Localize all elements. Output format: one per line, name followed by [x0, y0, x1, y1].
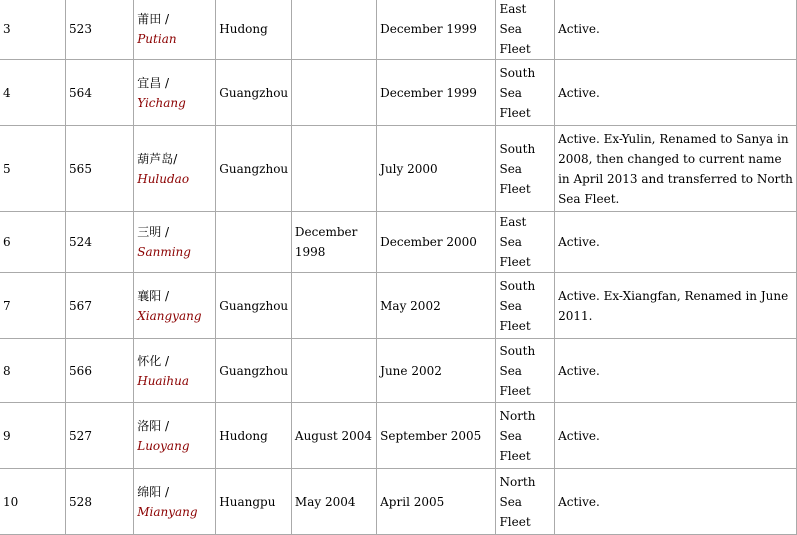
table-row: [0, 339, 797, 403]
number-cell: 8: [0, 339, 66, 403]
status-cell: Active. Ex-Yulin, Renamed to Sanya in 2008, then changed to current name in April 2013 and transferred to North Sea Fleet.: [555, 126, 797, 212]
laid-down-cell: [291, 273, 376, 339]
pennant-cell: 564: [66, 60, 134, 126]
builder-cell: Guangzhou: [216, 126, 292, 212]
laid-down-cell: [291, 60, 376, 126]
number-cell: 3: [0, 0, 66, 60]
pennant-cell: 523: [66, 0, 134, 60]
fleet-cell: South Sea Fleet: [496, 273, 555, 339]
number-cell: 6: [0, 212, 66, 273]
status-cell: Active.: [555, 212, 797, 273]
name-link[interactable]: Huludao: [137, 171, 190, 186]
name-cell: [134, 60, 216, 126]
table-row: [0, 403, 797, 469]
builder-cell: Guangzhou: [216, 273, 292, 339]
laid-down-cell: August 2004: [291, 403, 376, 469]
builder-cell: Hudong: [216, 0, 292, 60]
builder-cell: Huangpu: [216, 469, 292, 535]
table-row: [0, 273, 797, 339]
commissioned-cell: June 2002: [377, 339, 496, 403]
name-chinese: 三明 /: [137, 225, 170, 239]
name-chinese: 怀化 /: [137, 353, 170, 368]
commissioned-cell: April 2005: [377, 469, 496, 535]
number-cell: 10: [0, 469, 66, 535]
fleet-cell: South Sea Fleet: [496, 126, 555, 212]
status-cell: Active. Ex-Xiangfan, Renamed in June 2011.: [555, 273, 797, 339]
name-link[interactable]: Putian: [137, 32, 177, 46]
name-link[interactable]: Xiangyang: [137, 308, 202, 323]
laid-down-cell: May 2004: [291, 469, 376, 535]
number-cell: 5: [0, 126, 66, 212]
name-cell: [134, 469, 216, 535]
commissioned-cell: May 2002: [377, 273, 496, 339]
pennant-cell: 567: [66, 273, 134, 339]
name-link[interactable]: Yichang: [137, 95, 186, 110]
name-chinese: 葫芦岛/: [137, 151, 178, 166]
fleet-cell: South Sea Fleet: [496, 339, 555, 403]
name-link[interactable]: Sanming: [137, 245, 191, 259]
number-cell: 4: [0, 60, 66, 126]
status-cell: Active.: [555, 469, 797, 535]
commissioned-cell: December 1999: [377, 0, 496, 60]
name-link[interactable]: Huaihua: [137, 373, 190, 388]
status-cell: Active.: [555, 60, 797, 126]
name-cell: [134, 403, 216, 469]
fleet-cell: North Sea Fleet: [496, 469, 555, 535]
name-link[interactable]: Luoyang: [137, 438, 190, 453]
name-cell: [134, 126, 216, 212]
commissioned-cell: December 2000: [377, 212, 496, 273]
table-row: [0, 212, 797, 273]
laid-down-cell: December 1998: [291, 212, 376, 273]
commissioned-cell: July 2000: [377, 126, 496, 212]
table-row: [0, 469, 797, 535]
laid-down-cell: [291, 339, 376, 403]
status-cell: Active.: [555, 339, 797, 403]
name-chinese: 宜昌 /: [137, 75, 170, 90]
name-chinese: 襄阳 /: [137, 288, 170, 303]
pennant-cell: 527: [66, 403, 134, 469]
name-cell: [134, 273, 216, 339]
builder-cell: Guangzhou: [216, 339, 292, 403]
name-cell: [134, 212, 216, 273]
name-cell: [134, 0, 216, 60]
name-chinese: 绵阳 /: [137, 484, 170, 499]
pennant-cell: 565: [66, 126, 134, 212]
number-cell: 7: [0, 273, 66, 339]
name-chinese: 洛阳 /: [137, 418, 170, 433]
commissioned-cell: December 1999: [377, 60, 496, 126]
builder-cell: Hudong: [216, 403, 292, 469]
name-link[interactable]: Mianyang: [137, 504, 198, 519]
name-chinese: 莆田 /: [137, 12, 170, 26]
laid-down-cell: [291, 0, 376, 60]
name-cell: [134, 339, 216, 403]
laid-down-cell: [291, 126, 376, 212]
pennant-cell: 528: [66, 469, 134, 535]
table-row: [0, 0, 797, 60]
builder-cell: [216, 212, 292, 273]
pennant-cell: 524: [66, 212, 134, 273]
builder-cell: Guangzhou: [216, 60, 292, 126]
pennant-cell: 566: [66, 339, 134, 403]
status-cell: Active.: [555, 0, 797, 60]
table-row: [0, 126, 797, 212]
number-cell: 9: [0, 403, 66, 469]
commissioned-cell: September 2005: [377, 403, 496, 469]
fleet-cell: South Sea Fleet: [496, 60, 555, 126]
status-cell: Active.: [555, 403, 797, 469]
table-row: [0, 60, 797, 126]
fleet-cell: North Sea Fleet: [496, 403, 555, 469]
fleet-cell: East Sea Fleet: [496, 0, 555, 60]
fleet-cell: East Sea Fleet: [496, 212, 555, 273]
